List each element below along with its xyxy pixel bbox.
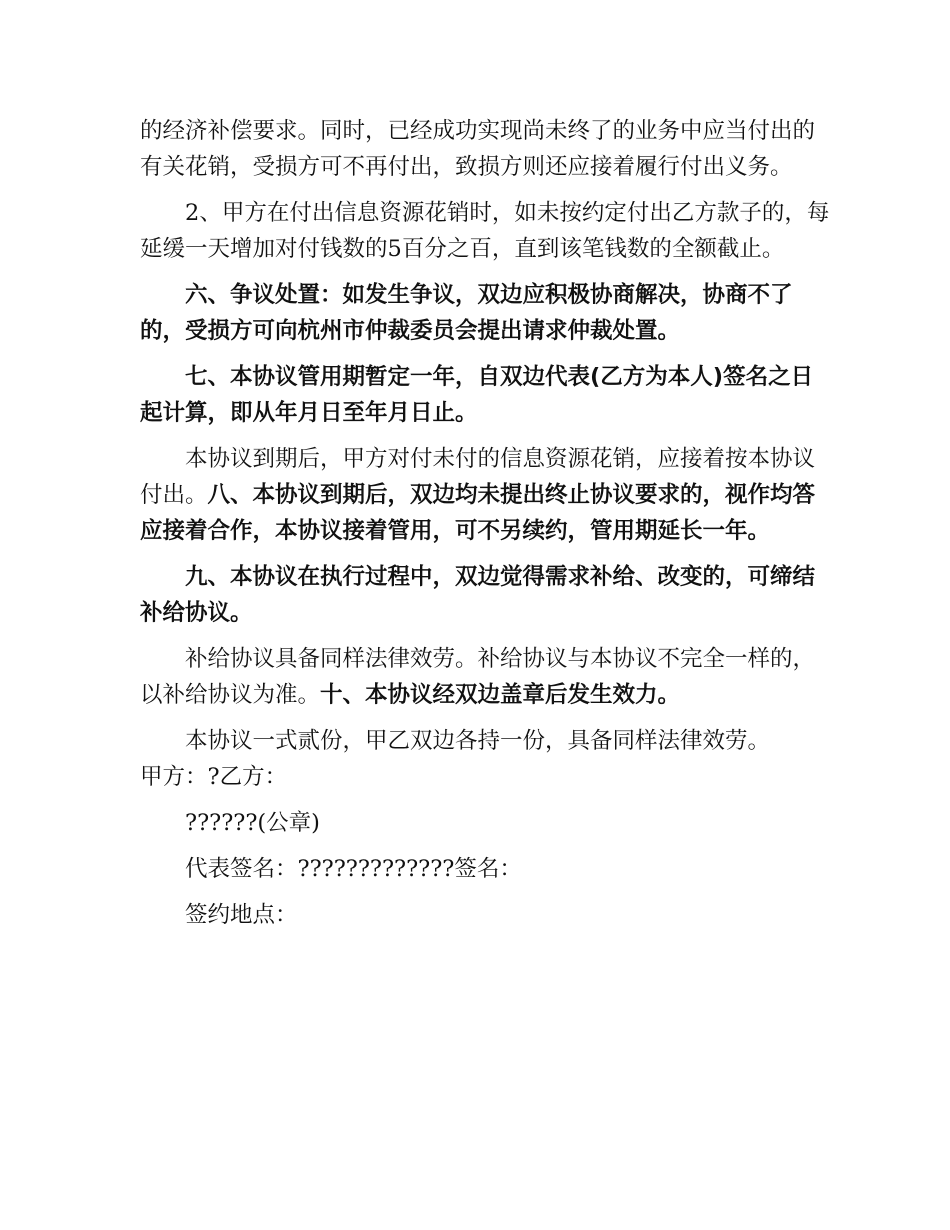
signing-location-line: 签约地点： <box>185 902 298 928</box>
document-page <box>140 113 830 943</box>
party-labels: 甲方：?乙方： <box>140 764 288 790</box>
clause-6-dispute: 六、争议处置：如发生争议，双边应积极协商解决，协商不了的，受损方可向杭州市仲裁委员会提出请求仲裁处置。 <box>140 282 793 344</box>
paragraph-compensation: 的经济补偿要求。同时，已经成功实现尚未终了的业务中应当付出的有关花销，受损方可不再付出，致损方则还应接着履行付出义务。 <box>140 118 816 180</box>
paragraph-supplement-effect <box>140 641 830 713</box>
expiry-text: 本协议到期后，甲方对付未付的信息资源花销，应接着按本协议付出。 <box>140 446 816 508</box>
official-seal-line: ??????(公章) <box>185 810 320 836</box>
paragraph-late-payment: 2、甲方在付出信息资源花销时，如未按约定付出乙方款子的，每延缓一天增加对付钱数的5百分之百，直到该笔钱数的全额截止。 <box>140 200 830 262</box>
supplement-text: 补给协议具备同样法律效劳。补给协议与本协议不完全一样的，以补给协议为准。 <box>140 646 816 708</box>
signature-line: 代表签名：?????????????签名： <box>185 856 522 882</box>
clause-10-effect: 十、本协议经双边盖章后发生效力。 <box>320 682 681 708</box>
paragraph-copies: 本协议一式贰份，甲乙双边各持一份，具备同样法律效劳。 <box>185 728 771 754</box>
clause-7-term: 七、本协议管用期暂定一年，自双边代表(乙方为本人)签名之日起计算，即从年月日至年月日止。 <box>140 364 814 426</box>
clause-8-renewal: 八、本协议到期后，双边均未提出终止协议要求的，视作均答应接着合作，本协议接着管用，可不另续约，管用期延长一年。 <box>140 482 816 544</box>
clause-9-supplement: 九、本协议在执行过程中，双边觉得需求补给、改变的，可缔结补给协议。 <box>140 564 816 626</box>
paragraph-expiry <box>140 441 830 549</box>
